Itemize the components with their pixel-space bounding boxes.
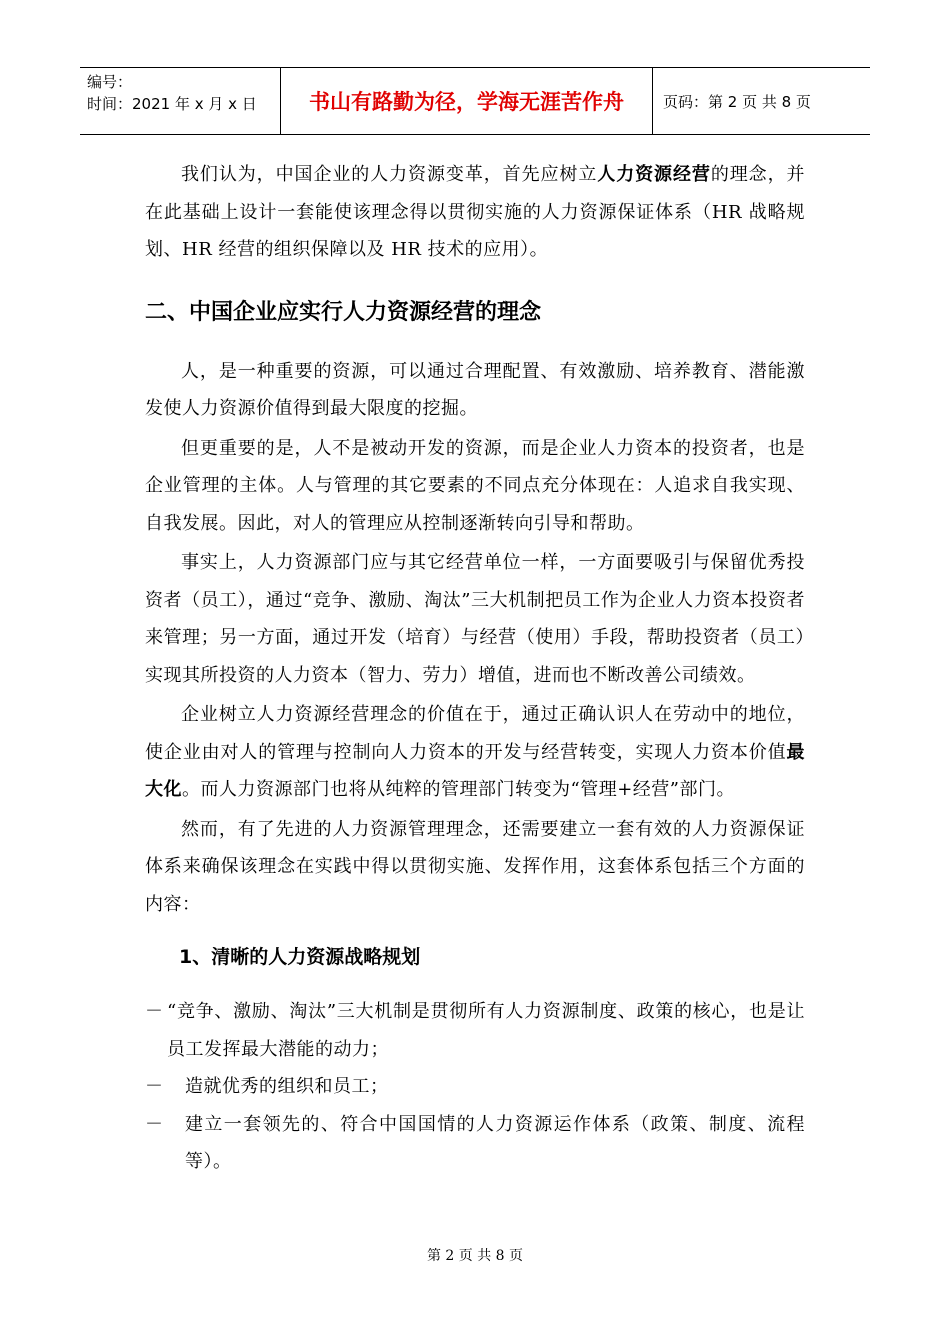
list-item-text: “竞争、激励、淘汰”三大机制是贯彻所有人力资源制度、政策的核心，也是让员工发挥最大潜能的动力； [167, 1001, 805, 1060]
page-footer: 第 2 页 共 8 页 [426, 1248, 524, 1264]
intro-text-pre: 我们认为，中国企业的人力资源变革，首先应树立 [181, 164, 598, 185]
header-page-label: 页码：第 2 页 共 8 页 [663, 92, 811, 111]
header-meta [80, 68, 281, 134]
dash-marker: － [145, 1113, 164, 1135]
intro-text-post: 的理念，并在此基础上设计一套能使该理念得以贯彻实施的人力资源保证体系（HR 战略规划、HR 经营的组织保障以及 HR 技术的应用）。 [145, 164, 805, 260]
list-item [145, 1106, 805, 1181]
document-body [145, 156, 805, 1181]
bold-term: 最大化 [145, 741, 805, 800]
paragraph: 但更重要的是，人不是被动开发的资源，而是企业人力资本的投资者，也是企业管理的主体。人与管理的其它要素的不同点充分体现在：人追求自我实现、自我发展。因此，对人的管理应从控制逐渐转向引导和帮助。 [145, 437, 805, 534]
paragraph: 然而，有了先进的人力资源管理理念，还需要建立一套有效的人力资源保证体系来确保该理念在实践中得以贯彻实施、发挥作用，这套体系包括三个方面的内容： [145, 818, 805, 915]
list-item [145, 1068, 805, 1106]
paragraph [145, 696, 805, 809]
time-label: 时间：2021 年 x 月 x 日 [87, 95, 257, 113]
paragraph-text-post: 。而人力资源部门也将从纯粹的管理部门转变为“管理+经营”部门。 [182, 779, 735, 800]
list-item-text: 建立一套领先的、符合中国国情的人力资源运作体系（政策、制度、流程等）。 [185, 1113, 805, 1172]
dash-marker: － [145, 1001, 164, 1022]
subsection-heading: 1、清晰的人力资源战略规划 [179, 946, 421, 968]
dash-marker: － [145, 1076, 164, 1097]
intro-paragraph [145, 156, 805, 269]
intro-bold-term: 人力资源经营 [597, 164, 711, 185]
number-label: 编号： [87, 73, 133, 91]
paragraph-text-pre: 企业树立人力资源经营理念的价值在于，通过正确认识人在劳动中的地位，使企业由对人的管理与控制向人力资本的开发与经营转变，实现人力资本价值 [145, 704, 805, 763]
paragraph: 人，是一种重要的资源，可以通过合理配置、有效激励、培养教育、潜能激发使人力资源价值得到最大限度的挖掘。 [145, 360, 805, 419]
section-heading: 二、中国企业应实行人力资源经营的理念 [145, 299, 542, 325]
list-item-text: 造就优秀的组织和员工； [185, 1076, 389, 1097]
list-item [145, 993, 805, 1068]
header-motto: 书山有路勤为径，学海无涯苦作舟 [281, 68, 653, 134]
page-header [80, 67, 870, 135]
paragraph: 事实上，人力资源部门应与其它经营单位一样，一方面要吸引与保留优秀投资者（员工），通过“竞争、激励、淘汰”三大机制把员工作为企业人力资本投资者来管理；另一方面，通过开发（培育）与经营（使用）手段，帮助投资者（员工）实现其所投资的人力资本（智力、劳力）增值，进而也不断改善公司绩效。 [145, 552, 805, 686]
